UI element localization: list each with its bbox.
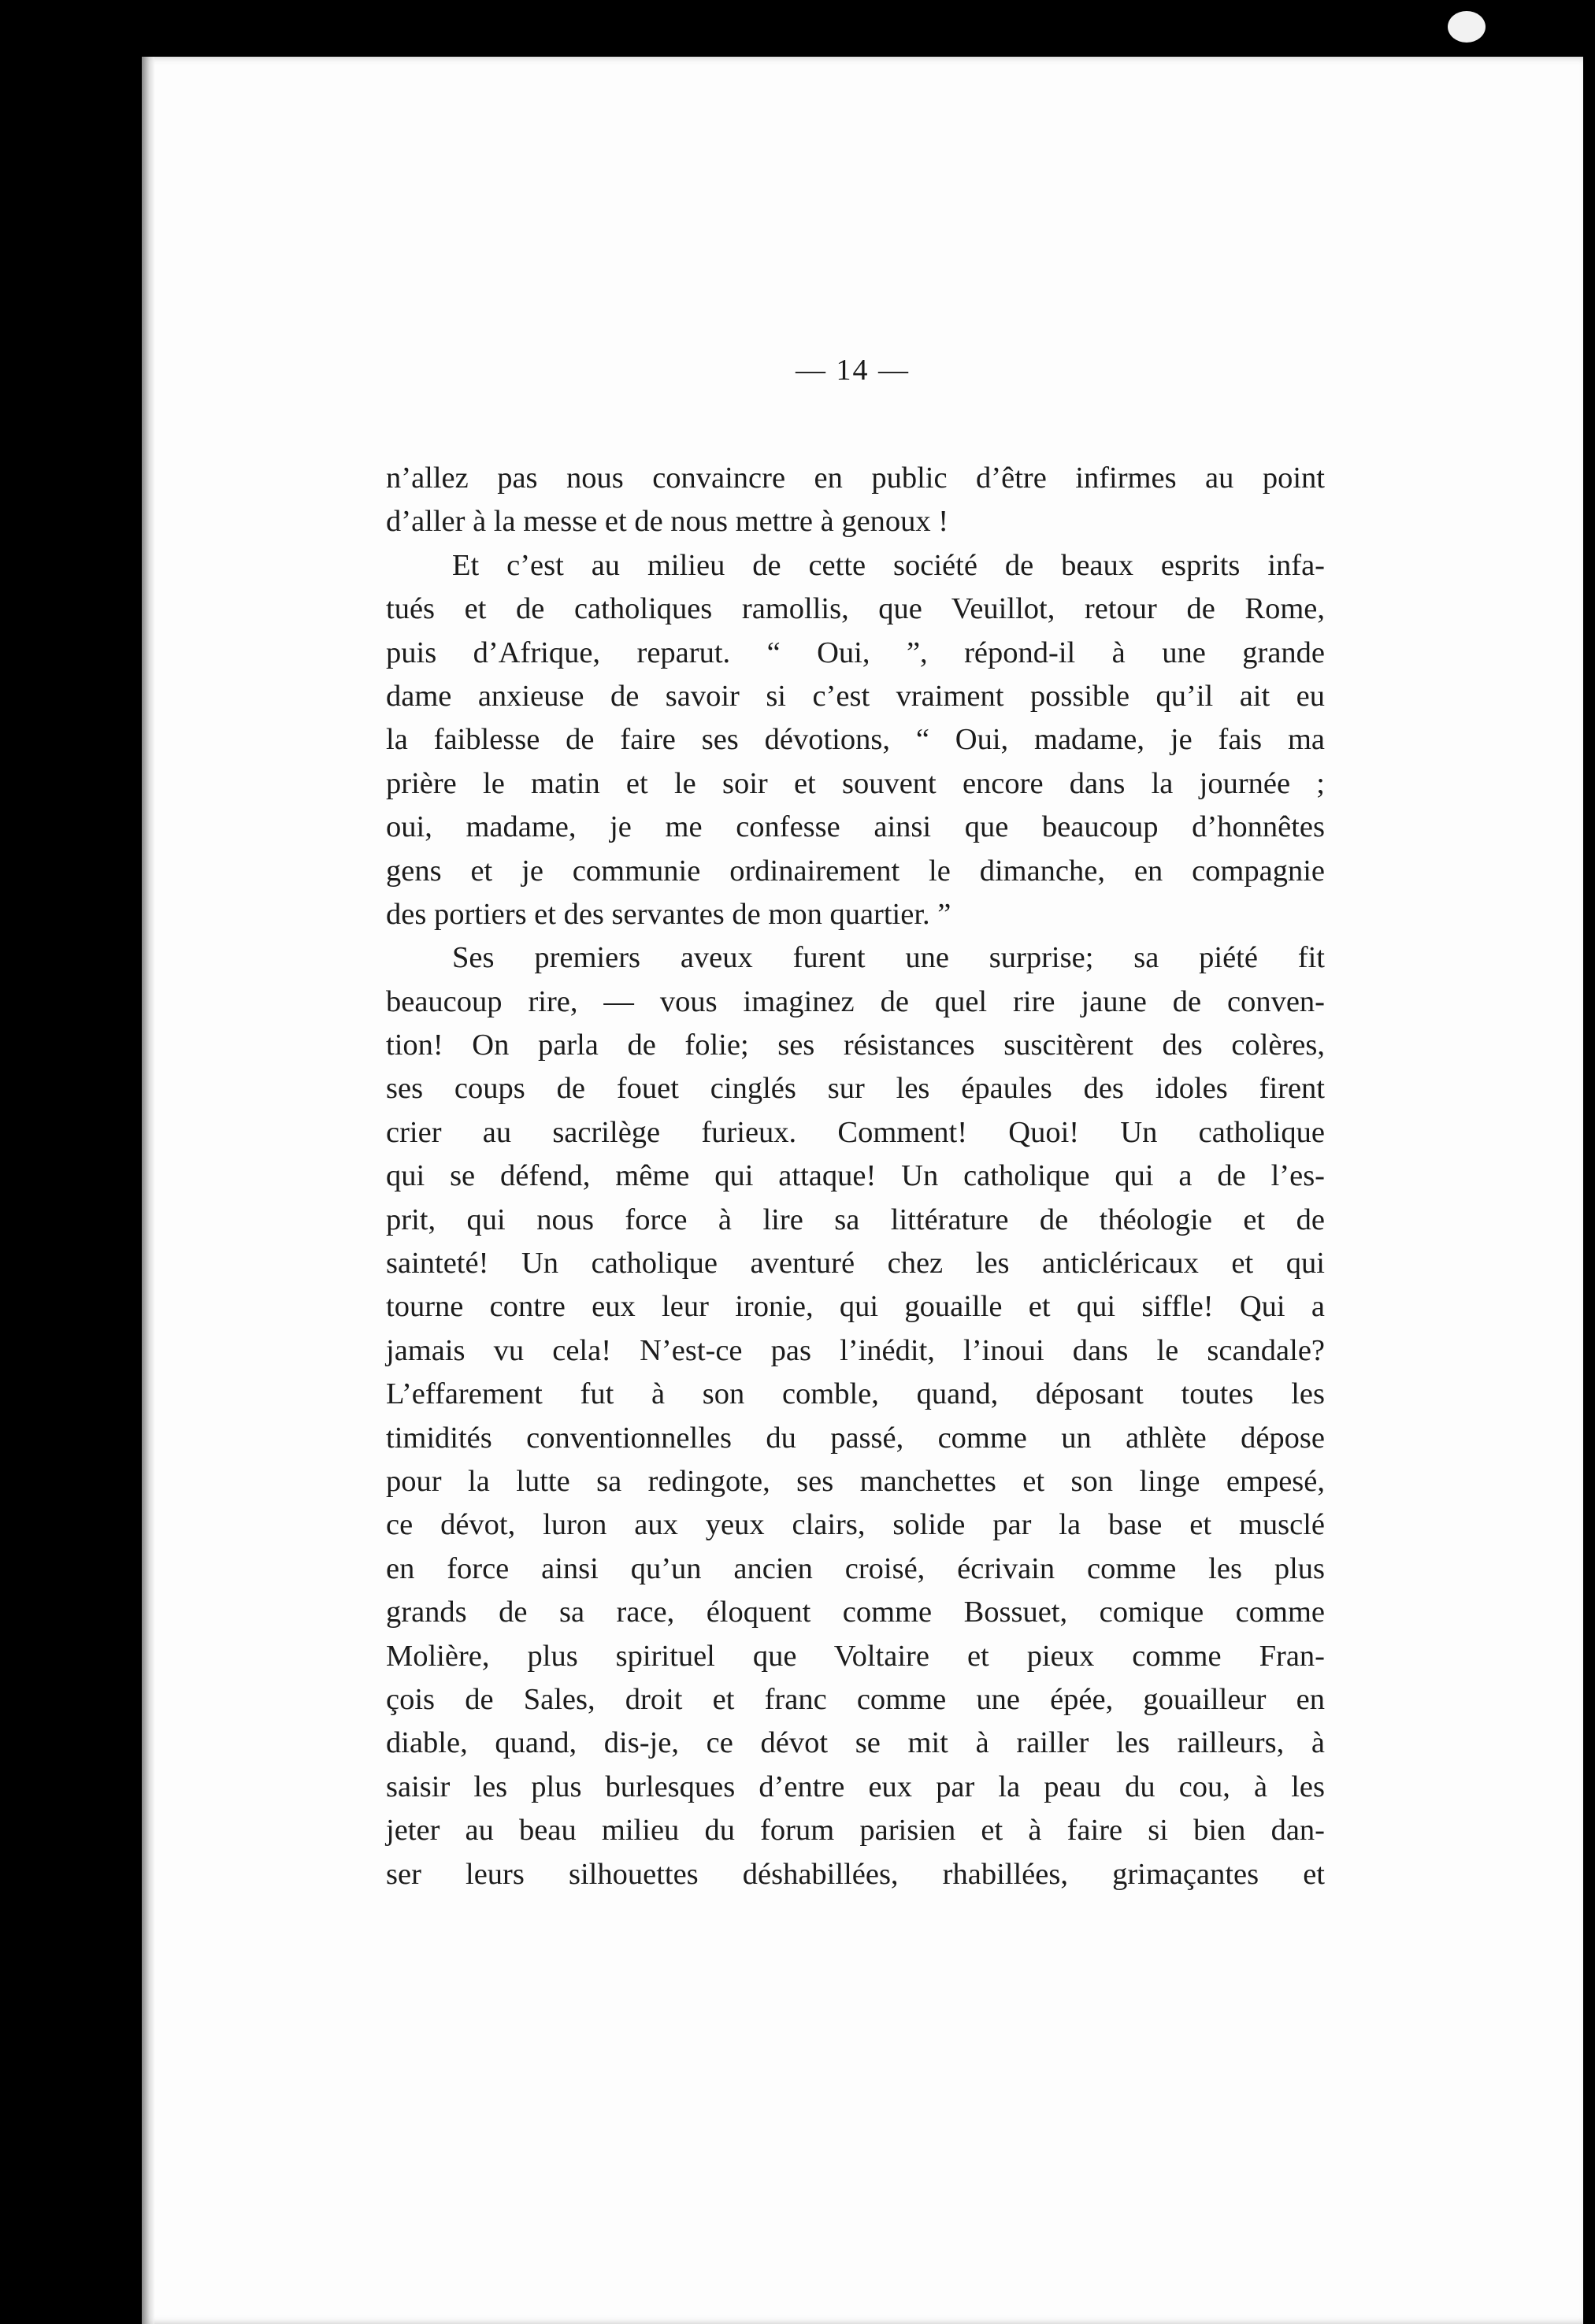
- text-line: gens et je communie ordinairement le dimanche, en compagnie: [386, 854, 1325, 888]
- text-line: ce dévot, luron aux yeux clairs, solide par la base et musclé: [386, 1508, 1325, 1542]
- text-line: crier au sacrilège furieux. Comment! Quoi! Un catholique: [386, 1115, 1325, 1149]
- page-binding-shadow: [142, 57, 154, 2324]
- text-line: des portiers et des servantes de mon quartier. ”: [386, 897, 951, 931]
- text-line: beaucoup rire, — vous imaginez de quel rire jaune de conven-: [386, 984, 1325, 1018]
- text-line: ser leurs silhouettes déshabillées, rhabillées, grimaçantes et: [386, 1857, 1325, 1891]
- text-line: Et c’est au milieu de cette société de beaux esprits infa-: [452, 548, 1325, 582]
- text-line: L’effarement fut à son comble, quand, déposant toutes les: [386, 1377, 1325, 1411]
- text-line: pour la lutte sa redingote, ses manchettes et son linge empesé,: [386, 1464, 1325, 1498]
- text-line: diable, quand, dis-je, ce dévot se mit à railler les railleurs, à: [386, 1726, 1325, 1760]
- text-line: oui, madame, je me confesse ainsi que beaucoup d’honnêtes: [386, 810, 1325, 844]
- text-line: ses coups de fouet cinglés sur les épaules des idoles firent: [386, 1072, 1325, 1106]
- text-line: çois de Sales, droit et franc comme une épée, gouailleur en: [386, 1682, 1325, 1716]
- text-line: tion! On parla de folie; ses résistances suscitèrent des colères,: [386, 1029, 1325, 1062]
- text-line: Molière, plus spirituel que Voltaire et pieux comme Fran-: [386, 1639, 1325, 1673]
- text-line: d’aller à la messe et de nous mettre à genoux !: [386, 505, 949, 539]
- text-line: tués et de catholiques ramollis, que Veuillot, retour de Rome,: [386, 592, 1325, 626]
- text-line: puis d’Afrique, reparut. “ Oui, ”, répond-il à une grande: [386, 636, 1325, 669]
- text-line: sainteté! Un catholique aventuré chez les anticléricaux et qui: [386, 1247, 1325, 1281]
- scan-corner-blot: [1448, 11, 1486, 43]
- text-line: prit, qui nous force à lire sa littérature de théologie et de: [386, 1203, 1325, 1236]
- text-line: en force ainsi qu’un ancien croisé, écrivain comme les plus: [386, 1551, 1325, 1585]
- text-line: timidités conventionnelles du passé, comme un athlète dépose: [386, 1421, 1325, 1455]
- text-line: grands de sa race, éloquent comme Bossuet, comique comme: [386, 1596, 1325, 1629]
- body-text: [386, 457, 1325, 1896]
- text-line: qui se défend, même qui attaque! Un catholique qui a de l’es-: [386, 1159, 1325, 1193]
- text-line: tourne contre eux leur ironie, qui gouaille et qui siffle! Qui a: [386, 1290, 1325, 1324]
- text-line: jeter au beau milieu du forum parisien et à faire si bien dan-: [386, 1814, 1325, 1848]
- text-line: prière le matin et le soir et souvent encore dans la journée ;: [386, 766, 1325, 800]
- page-number: — 14 —: [796, 354, 910, 387]
- text-line: dame anxieuse de savoir si c’est vraiment possible qu’il ait eu: [386, 679, 1325, 713]
- text-line: saisir les plus burlesques d’entre eux par la peau du cou, à les: [386, 1770, 1325, 1803]
- text-line: jamais vu cela! N’est-ce pas l’inédit, l’inoui dans le scandale?: [386, 1333, 1325, 1367]
- text-line: la faiblesse de faire ses dévotions, “ Oui, madame, je fais ma: [386, 723, 1325, 757]
- text-line: n’allez pas nous convaincre en public d’être infirmes au point: [386, 461, 1325, 495]
- text-line: Ses premiers aveux furent une surprise; sa piété fit: [452, 941, 1325, 975]
